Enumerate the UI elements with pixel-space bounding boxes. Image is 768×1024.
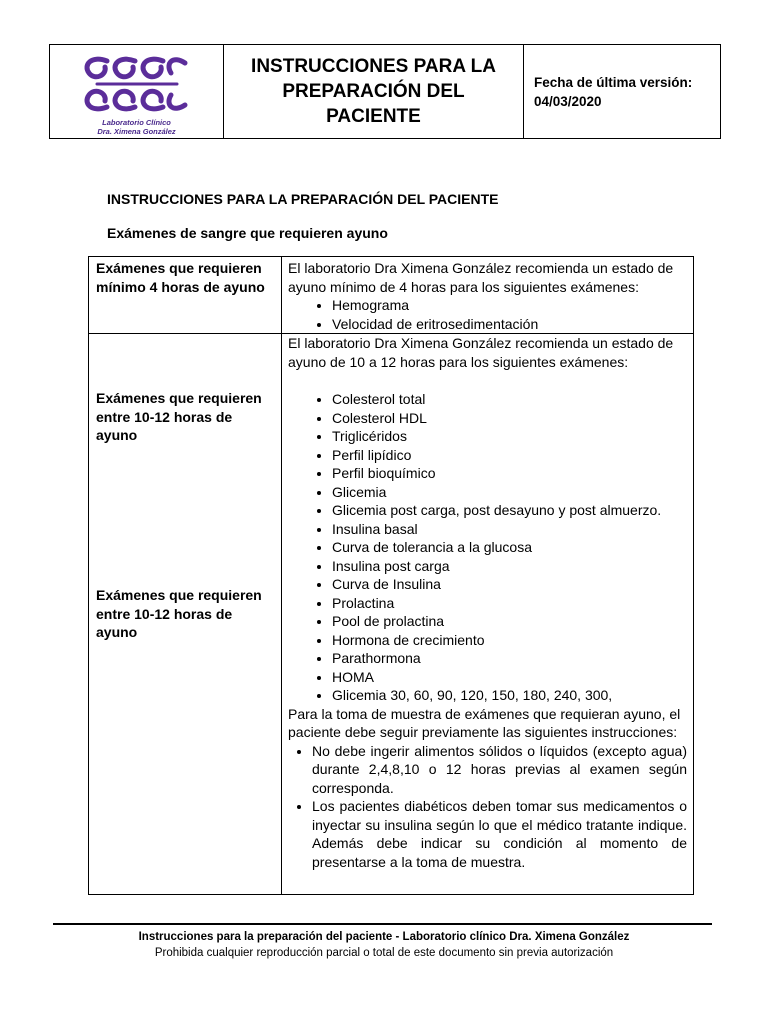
list-item: • Curva de Insulina xyxy=(332,575,687,594)
list-item: • Colesterol HDL xyxy=(332,409,687,428)
list-item: • Prolactina xyxy=(332,594,687,613)
list-item: • Colesterol total xyxy=(332,390,687,409)
exam-list xyxy=(288,390,687,705)
list-item: • Insulina post carga xyxy=(332,557,687,576)
logo-line1: Laboratorio Clínico xyxy=(102,118,171,127)
list-item: • Perfil lipídico xyxy=(332,446,687,465)
list-item: • Hemograma xyxy=(332,296,687,315)
list-item: • Pool de prolactina xyxy=(332,612,687,631)
row-intro: El laboratorio Dra Ximena González recomienda un estado de ayuno de 10 a 12 horas para los siguientes exámenes: xyxy=(288,335,674,370)
document-header xyxy=(49,44,721,139)
laboratory-logo-icon xyxy=(77,51,197,117)
footer-notice: Prohibida cualquier reproducción parcial o total de este documento sin previa autorización xyxy=(154,947,614,959)
page-title: INSTRUCCIONES PARA LA PREPARACIÓN DEL PACIENTE xyxy=(107,191,499,207)
footer-divider xyxy=(53,923,712,925)
list-item: • Glicemia xyxy=(332,483,687,502)
exam-list xyxy=(288,296,687,333)
list-item: • Parathormona xyxy=(332,649,687,668)
section-subtitle: Exámenes de sangre que requieren ayuno xyxy=(107,225,388,241)
logo-text xyxy=(97,118,175,136)
instruction-item: • No debe ingerir alimentos sólidos o líquidos (excepto agua) durante 2,4,8,10 o 12 horas previas al examen según corresponda. xyxy=(312,742,687,798)
date-value: 04/03/2020 xyxy=(534,93,602,109)
list-item: • Triglicéridos xyxy=(332,427,687,446)
row-intro: El laboratorio Dra Ximena González recomienda un estado de ayuno mínimo de 4 horas para los siguientes exámenes: xyxy=(288,260,674,295)
list-item: • Insulina basal xyxy=(332,520,687,539)
table-row xyxy=(89,257,694,334)
list-item: • Curva de tolerancia a la glucosa xyxy=(332,538,687,557)
instruction-item: • Los pacientes diabéticos deben tomar sus medicamentos o inyectar su insulina según lo que el médico tratante indique. Además debe indicar su condición al momento de presentarse a la toma de muestra. xyxy=(312,797,687,871)
footer-title: Instrucciones para la preparación del paciente - Laboratorio clínico Dra. Ximena González xyxy=(138,931,630,943)
row-label: Exámenes que requieren entre 10-12 horas de ayuno xyxy=(96,587,262,640)
instructions-list xyxy=(288,742,687,872)
row-label: Exámenes que requieren entre 10-12 horas de ayuno xyxy=(96,390,262,443)
list-item: • Glicemia 30, 60, 90, 120, 150, 180, 240, 300, xyxy=(332,686,687,705)
row-content xyxy=(282,334,694,895)
table-row xyxy=(89,334,694,895)
row-label-cell xyxy=(89,334,282,895)
list-item: • Velocidad de eritrosedimentación xyxy=(332,315,687,334)
header-title: INSTRUCCIONES PARA LA PREPARACIÓN DEL PACIENTE xyxy=(224,45,524,138)
version-date xyxy=(524,45,720,138)
instructions-intro: Para la toma de muestra de exámenes que requieran ayuno, el paciente debe seguir previamente las siguientes instrucciones: xyxy=(288,705,681,740)
list-item: • Perfil bioquímico xyxy=(332,464,687,483)
list-item: • Glicemia post carga, post desayuno y post almuerzo. xyxy=(332,501,687,520)
logo-line2: Dra. Ximena González xyxy=(97,127,176,136)
logo-cell xyxy=(50,45,224,138)
list-item: • HOMA xyxy=(332,668,687,687)
list-item: • Hormona de crecimiento xyxy=(332,631,687,650)
row-label: Exámenes que requieren mínimo 4 horas de ayuno xyxy=(89,257,282,334)
date-label: Fecha de última versión: xyxy=(534,74,693,90)
row-content xyxy=(282,257,694,334)
fasting-exams-table xyxy=(88,256,694,895)
